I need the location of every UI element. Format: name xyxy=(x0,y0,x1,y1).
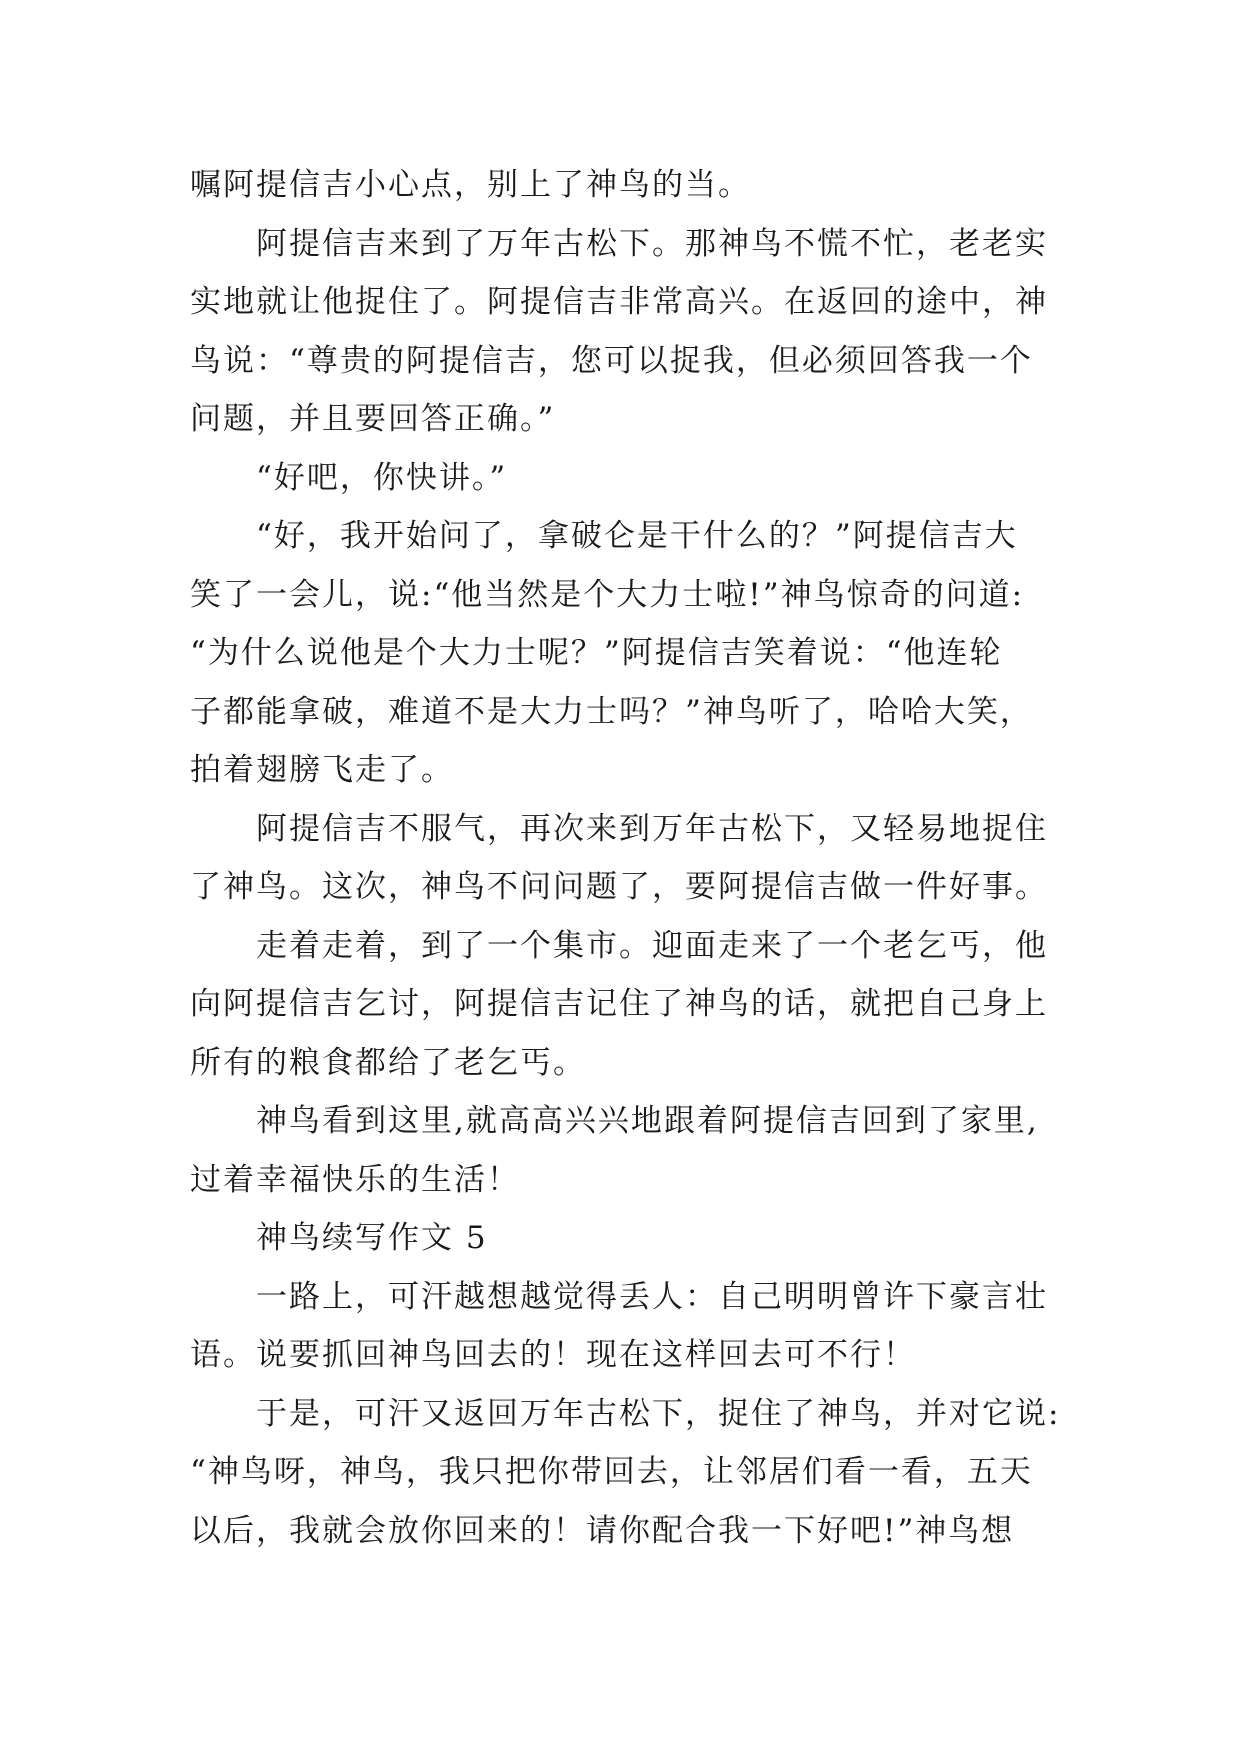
text-line: 于是，可汗又返回万年古松下，捉住了神鸟，并对它说: xyxy=(256,1395,1061,1432)
text-line: 以后，我就会放你回来的！请你配合我一下好吧!”神鸟想 xyxy=(190,1512,1015,1549)
section-heading: 神鸟续写作文 5 xyxy=(256,1220,488,1256)
text-line: 所有的粮食都给了老乞丐。 xyxy=(190,1044,586,1081)
text-line: 了神鸟。这次，神鸟不问问题了，要阿提信吉做一件好事。 xyxy=(190,869,1048,905)
text-line: 实地就让他捉住了。阿提信吉非常高兴。在返回的途中，神 xyxy=(190,284,1048,320)
text-line: “好吧，你快讲。” xyxy=(256,459,508,496)
text-line: 拍着翅膀飞走了。 xyxy=(190,752,454,788)
text-line: 走着走着，到了一个集市。迎面走来了一个老乞丐，他 xyxy=(256,927,1048,964)
text-line: 鸟说：“尊贵的阿提信吉，您可以捉我，但必须回答我一个 xyxy=(190,342,1033,379)
text-line: 向阿提信吉乞讨，阿提信吉记住了神鸟的话，就把自己身上 xyxy=(190,986,1048,1022)
text-line: “为什么说他是个大力士呢？”阿提信吉笑着说：“他连轮 xyxy=(190,635,1003,671)
text-line: 阿提信吉来到了万年古松下。那神鸟不慌不忙，老老实 xyxy=(256,225,1048,262)
text-line: 一路上，可汗越想越觉得丢人：自己明明曾许下豪言壮 xyxy=(256,1278,1048,1315)
text-line: “神鸟呀，神鸟，我只把你带回去，让邻居们看一看，五天 xyxy=(190,1454,1033,1490)
text-line: 嘱阿提信吉小心点，别上了神鸟的当。 xyxy=(190,167,751,203)
text-line: 笑了一会儿，说:“他当然是个大力士啦!”神鸟惊奇的问道: xyxy=(190,576,1025,613)
text-line: 子都能拿破，难道不是大力士吗？”神鸟听了，哈哈大笑， xyxy=(190,693,1033,730)
text-line: 神鸟看到这里,就高高兴兴地跟着阿提信吉回到了家里, xyxy=(256,1103,1039,1139)
document-body xyxy=(190,156,1060,1560)
text-line: 过着幸福快乐的生活！ xyxy=(190,1161,520,1198)
text-line: 语。说要抓回神鸟回去的！现在这样回去可不行！ xyxy=(190,1337,916,1373)
text-line: 阿提信吉不服气，再次来到万年古松下，又轻易地捉住 xyxy=(256,810,1048,847)
text-line: 问题，并且要回答正确。” xyxy=(190,401,556,437)
text-line: “好，我开始问了，拿破仑是干什么的？”阿提信吉大 xyxy=(256,518,1018,554)
